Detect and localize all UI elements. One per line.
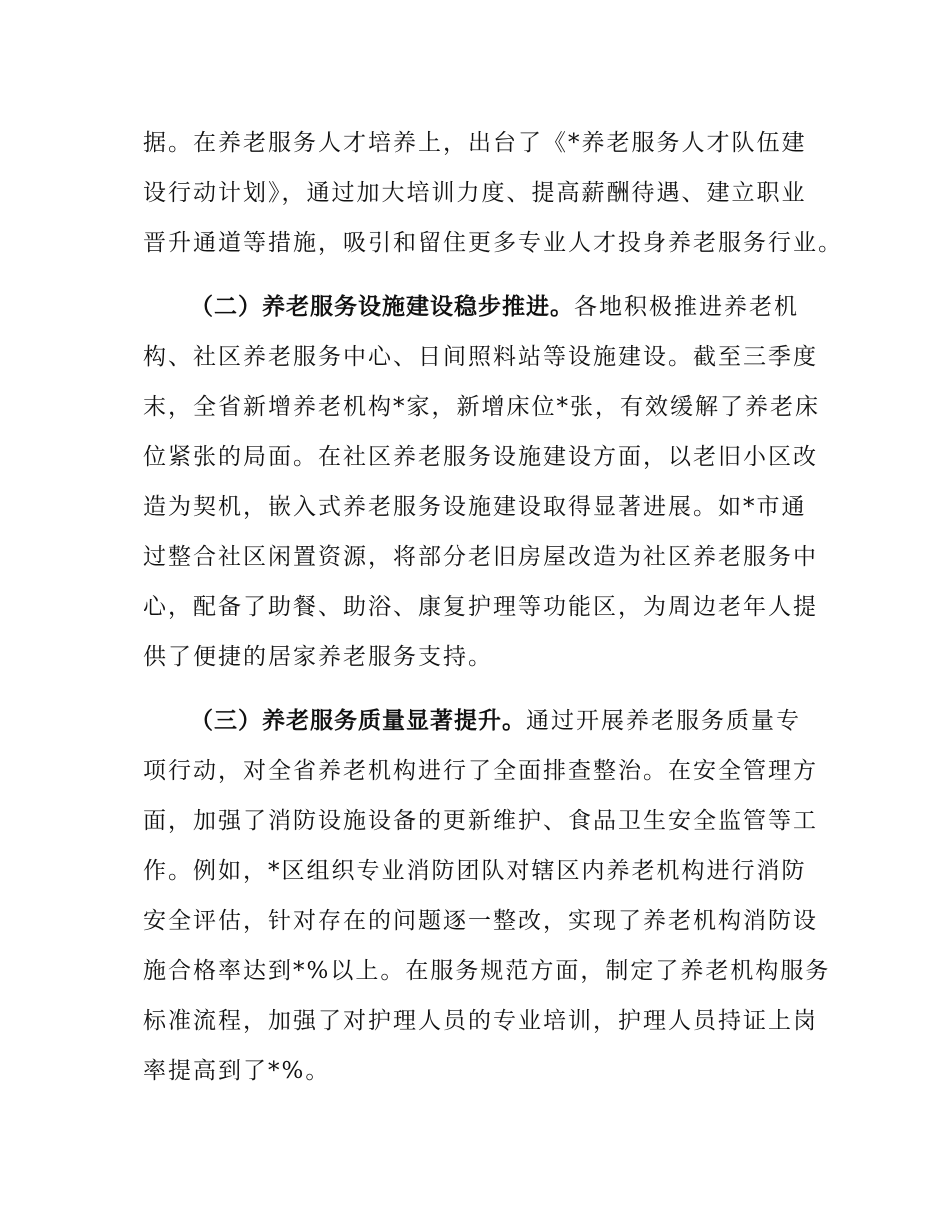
paragraph-3-line-5: 安全评估，针对存在的问题逐一整改，实现了养老机构消防设 — [143, 908, 818, 934]
paragraph-2-first-line — [190, 291, 799, 323]
paragraph-2-line-6: 过整合社区闲置资源，将部分老旧房屋改造为社区养老服务中 — [143, 544, 818, 570]
paragraph-3-line-4: 作。例如，*区组织专业消防团队对辖区内养老机构进行消防 — [143, 858, 807, 884]
paragraph-2-first-line-text: 各地积极推进养老机 — [574, 294, 799, 320]
paragraph-2-line-2: 构、社区养老服务中心、日间照料站等设施建设。截至三季度 — [143, 344, 818, 370]
paragraph-3-first-line — [190, 705, 801, 737]
paragraph-1-line-1: 据。在养老服务人才培养上，出台了《*养老服务人才队伍建 — [143, 130, 807, 156]
paragraph-3-line-3: 面，加强了消防设施设备的更新维护、食品卫生安全监管等工 — [143, 808, 818, 834]
paragraph-2-line-8: 供了便捷的居家养老服务支持。 — [143, 644, 493, 670]
paragraph-2-line-5: 造为契机，嵌入式养老服务设施建设取得显著进展。如*市通 — [143, 494, 807, 520]
paragraph-1-line-3: 晋升通道等措施，吸引和留住更多专业人才投身养老服务行业。 — [143, 230, 843, 256]
paragraph-3-line-2: 项行动，对全省养老机构进行了全面排查整治。在安全管理方 — [143, 758, 818, 784]
paragraph-1-line-2: 设行动计划》，通过加大培训力度、提高薪酬待遇、建立职业 — [143, 180, 807, 206]
paragraph-3-line-7: 标准流程，加强了对护理人员的专业培训，护理人员持证上岗 — [143, 1008, 818, 1034]
paragraph-2-line-4: 位紧张的局面。在社区养老服务设施建设方面，以老旧小区改 — [143, 444, 818, 470]
section-heading-3: （三）养老服务质量显著提升。 — [190, 708, 526, 734]
paragraph-3-line-6: 施合格率达到*%以上。在服务规范方面，制定了养老机构服务 — [143, 958, 831, 984]
paragraph-3-first-line-text: 通过开展养老服务质量专 — [526, 708, 801, 734]
paragraph-2-line-7: 心，配备了助餐、助浴、康复护理等功能区，为周边老年人提 — [143, 594, 818, 620]
section-heading-2: （二）养老服务设施建设稳步推进。 — [190, 294, 574, 320]
paragraph-3-line-8: 率提高到了*%。 — [143, 1058, 331, 1084]
paragraph-2-line-3: 末，全省新增养老机构*家，新增床位*张，有效缓解了养老床 — [143, 394, 820, 420]
